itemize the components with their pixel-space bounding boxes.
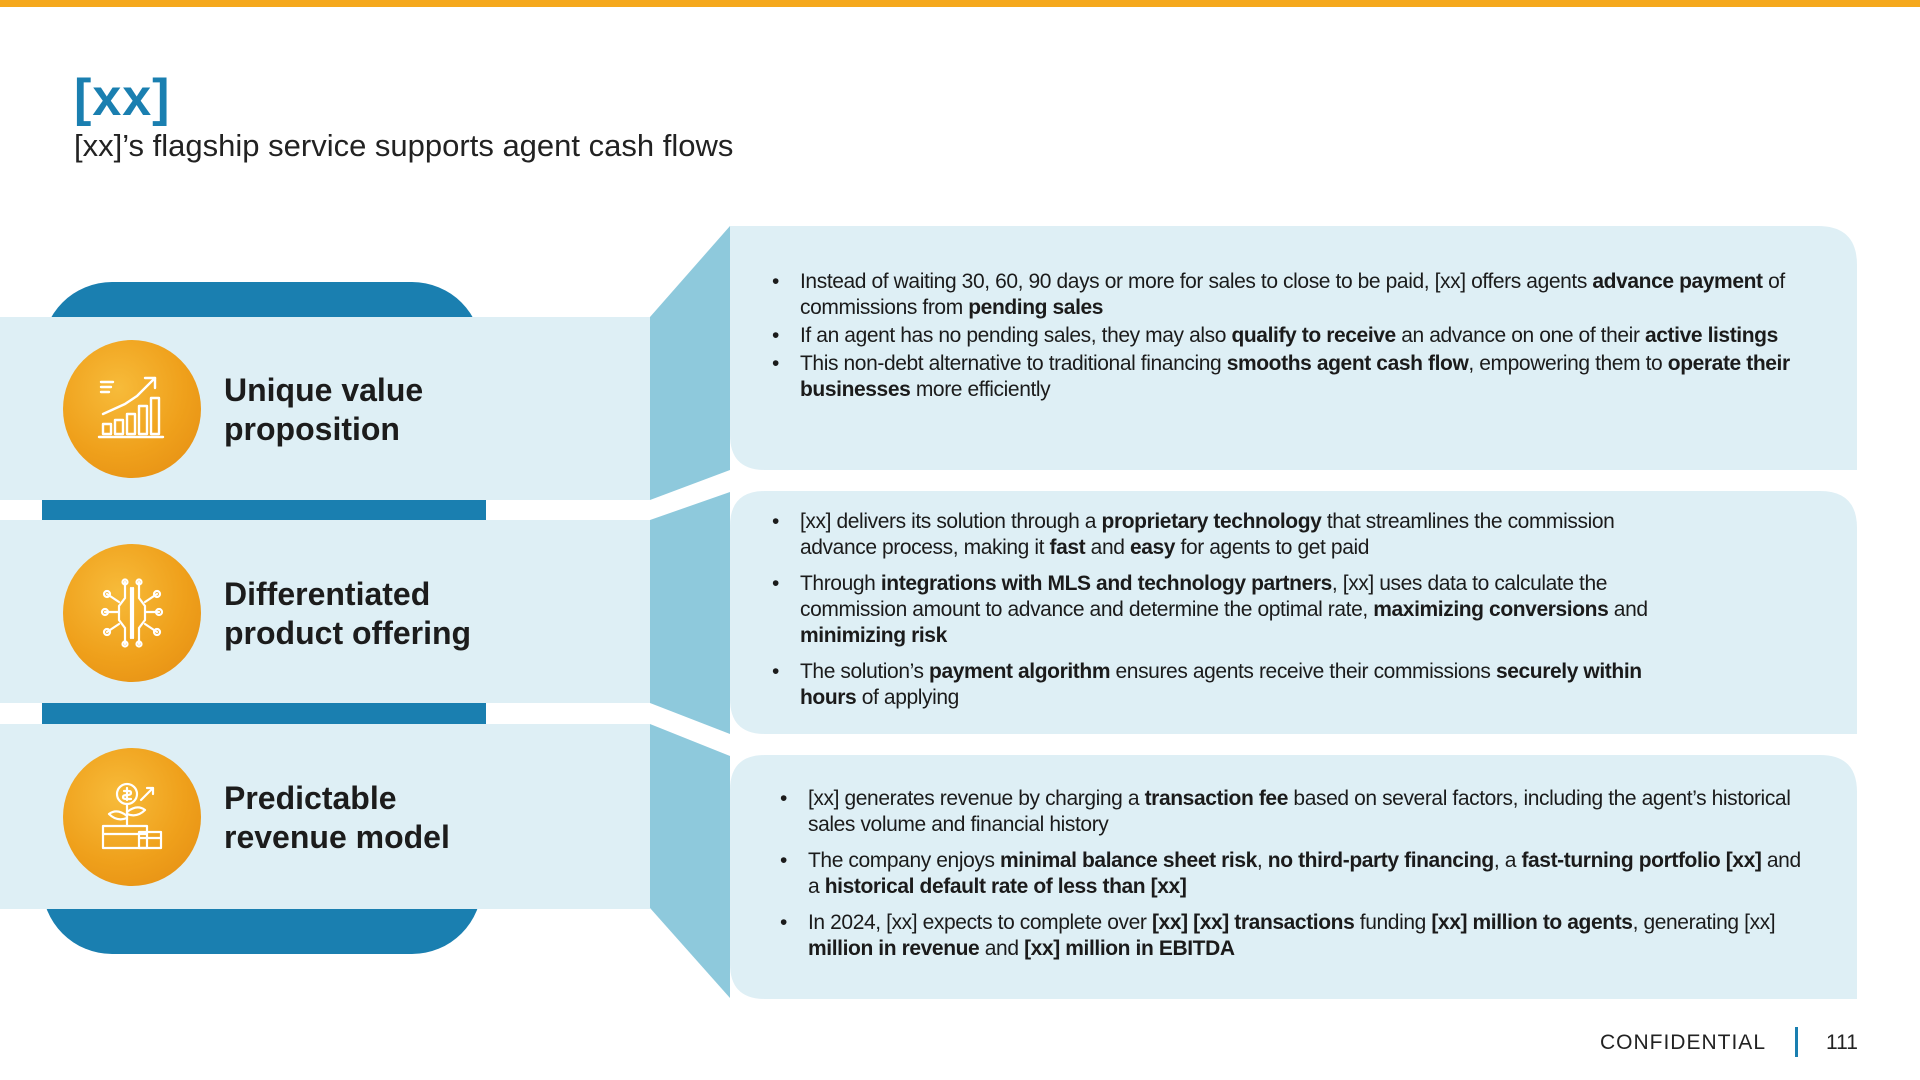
- bullet-text: The company enjoys: [808, 849, 1001, 872]
- bullet-text: and: [979, 937, 1025, 960]
- bullet-text: , [xx] uses data to calculate the commission amount to advance and determine the optimal rate,: [800, 572, 1608, 621]
- bullet-emphasis: easy: [1129, 536, 1176, 559]
- bullet-emphasis: maximizing conversions: [1373, 598, 1609, 621]
- bullet-text: If an agent has no pending sales, they may also: [800, 324, 1232, 347]
- bullet-emphasis: payment algorithm: [929, 660, 1111, 683]
- page-subtitle: [xx]’s flagship service supports agent cash flows: [74, 128, 734, 163]
- bullet-text: , a: [1493, 849, 1522, 872]
- footer-divider: [1795, 1027, 1798, 1057]
- connector-2: [650, 492, 730, 734]
- bullet-text: The solution’s: [800, 660, 930, 683]
- bullet-emphasis: qualify to receive: [1231, 324, 1396, 347]
- bullet-emphasis: no third-party financing: [1267, 849, 1494, 872]
- bullet-text: funding: [1354, 911, 1432, 934]
- bullet-item: [778, 910, 1808, 962]
- row-label-differentiated-product: Differentiated product offering: [224, 576, 472, 651]
- bullet-emphasis: historical default rate of less than [xx]: [824, 875, 1187, 898]
- money-plant-icon-circle: [63, 748, 201, 886]
- bullet-item: [778, 786, 1808, 838]
- growth-chart-icon: [97, 374, 167, 444]
- left-pill-divider-2: [42, 702, 486, 724]
- bullet-text: ,: [1256, 849, 1268, 872]
- bullet-emphasis: minimizing risk: [800, 624, 947, 647]
- circuit-chip-icon-circle: [63, 544, 201, 682]
- row-label-unique-value: Unique value proposition: [224, 372, 424, 447]
- bullet-text: In 2024, [xx] expects to complete over: [808, 911, 1152, 934]
- bullet-emphasis: integrations with MLS and technology partners: [880, 572, 1332, 595]
- money-plant-icon: [97, 782, 167, 852]
- bullet-emphasis: operate their businesses: [800, 352, 1790, 401]
- bullet-text: and: [1608, 598, 1648, 621]
- bullet-emphasis: million in revenue: [808, 937, 980, 960]
- bullet-emphasis: proprietary technology: [1101, 510, 1322, 533]
- bullet-emphasis: [xx] [xx] transactions: [1151, 911, 1355, 934]
- bullet-item: [770, 351, 1820, 403]
- bullet-text: This non-debt alternative to traditional financing: [800, 352, 1227, 375]
- bullet-text: , empowering them to: [1468, 352, 1668, 375]
- bullet-item: [770, 571, 1670, 649]
- bullet-emphasis: minimal balance sheet risk: [1000, 849, 1257, 872]
- bullet-text: for agents to get paid: [1175, 536, 1370, 559]
- bullet-text: , generating [xx]: [1632, 911, 1776, 934]
- bullet-emphasis: fast-turning portfolio [xx]: [1521, 849, 1762, 872]
- bullet-emphasis: advance payment: [1592, 270, 1763, 293]
- bullet-emphasis: securely within hours: [800, 660, 1642, 709]
- bullet-emphasis: active listings: [1644, 324, 1778, 347]
- bullet-text: of commissions from: [800, 270, 1785, 319]
- bullet-text: ensures agents receive their commissions: [1110, 660, 1496, 683]
- circuit-chip-icon: [97, 578, 167, 648]
- bullet-text: [xx] generates revenue by charging a: [808, 787, 1145, 810]
- left-pill-divider-1: [42, 498, 486, 520]
- connector-3: [650, 724, 730, 998]
- bullet-text: and: [1085, 536, 1130, 559]
- bullet-text: Through: [800, 572, 881, 595]
- bullet-list-predictable-revenue: [778, 786, 1808, 972]
- bullet-text: Instead of waiting 30, 60, 90 days or more for sales to close to be paid, [xx] offers agents: [800, 270, 1593, 293]
- bullet-item: [770, 509, 1670, 561]
- bullet-list-unique-value: [770, 269, 1820, 405]
- row-label-predictable-revenue: Predictable revenue model: [224, 780, 450, 855]
- bullet-list-differentiated-product: [770, 509, 1670, 721]
- bullet-emphasis: transaction fee: [1144, 787, 1288, 810]
- bullet-emphasis: fast: [1049, 536, 1086, 559]
- bullet-text: [xx] delivers its solution through a: [800, 510, 1102, 533]
- bullet-text: an advance on one of their: [1395, 324, 1645, 347]
- bullet-emphasis: [xx] million in EBITDA: [1024, 937, 1235, 960]
- page-number: 111: [1826, 1031, 1858, 1054]
- bullet-item: [770, 269, 1820, 321]
- confidential-label: CONFIDENTIAL: [1599, 1031, 1766, 1054]
- bullet-text: and a: [808, 849, 1801, 898]
- bullet-item: [778, 848, 1808, 900]
- company-logo: [xx]: [74, 69, 171, 127]
- connector-1: [650, 226, 730, 500]
- bullet-emphasis: [xx] million to agents: [1431, 911, 1633, 934]
- bullet-emphasis: smooths agent cash flow: [1226, 352, 1469, 375]
- bullet-item: [770, 323, 1820, 349]
- growth-chart-icon-circle: [63, 340, 201, 478]
- bullet-text: that streamlines the commission advance process, making it: [800, 510, 1615, 559]
- bullet-emphasis: pending sales: [968, 296, 1104, 319]
- bullet-text: of applying: [856, 686, 959, 709]
- bullet-text: more efficiently: [910, 378, 1051, 401]
- bullet-text: based on several factors, including the agent’s historical sales volume and financial history: [808, 787, 1791, 836]
- bullet-item: [770, 659, 1670, 711]
